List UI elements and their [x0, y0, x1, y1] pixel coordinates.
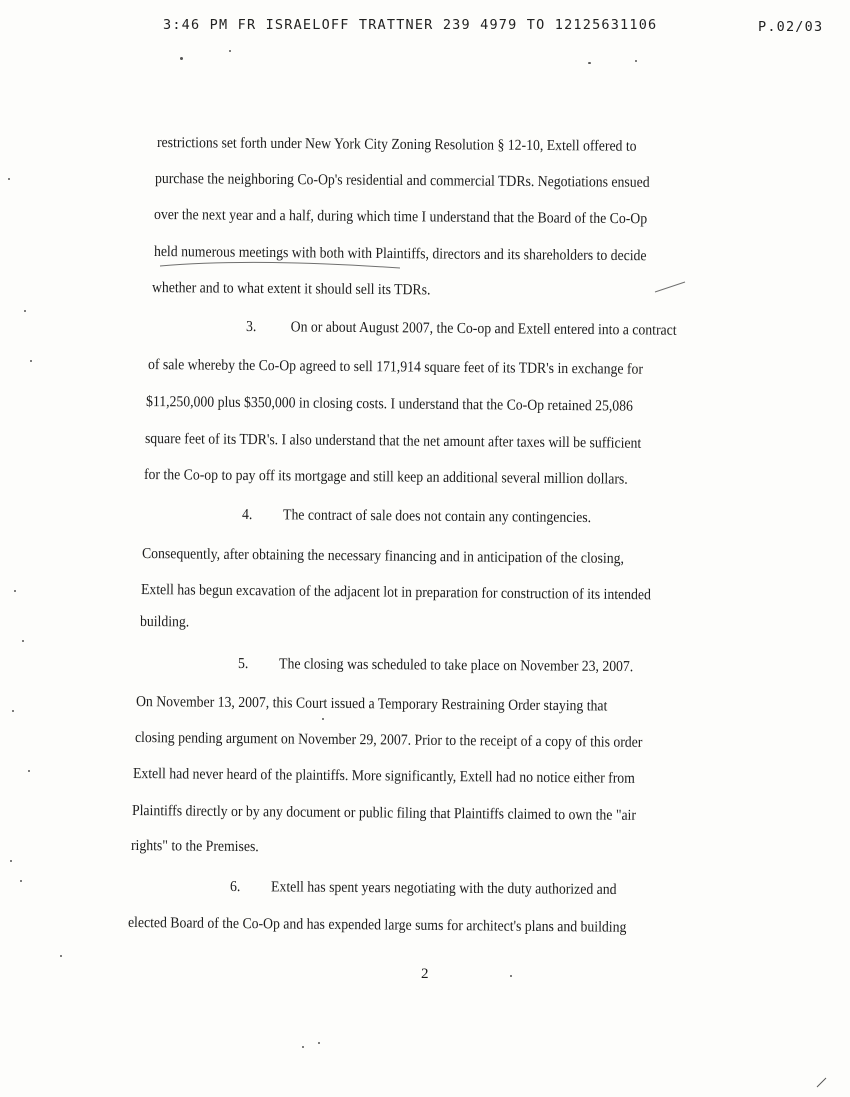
page-number: 2	[421, 966, 429, 982]
paragraph-first-line	[230, 878, 617, 899]
paragraph-number: 6.	[229, 878, 241, 896]
paragraph-first-line-text: The closing was scheduled to take place on November 23, 2007.	[279, 655, 634, 676]
body-line: elected Board of the Co-Op and has expended large sums for architect's plans and building	[127, 914, 627, 936]
paragraph-first-line-text: Extell has spent years negotiating with the duty authorized and	[271, 878, 617, 899]
paragraph-first-line	[246, 318, 677, 340]
body-line: rights" to the Premises.	[130, 837, 259, 856]
body-line: On November 13, 2007, this Court issued a Temporary Restraining Order staying that	[135, 693, 608, 715]
paragraph-number: 5.	[237, 655, 249, 673]
paragraph-first-line	[242, 506, 591, 527]
body-line: $11,250,000 plus $350,000 in closing costs. I understand that the Co-Op retained 25,086	[145, 393, 634, 415]
body-line: Extell has begun excavation of the adjacent lot in preparation for construction of its intended	[140, 581, 651, 604]
body-line: whether and to what extent it should sell its TDRs.	[151, 279, 431, 299]
paragraph-first-line-text: The contract of sale does not contain any contingencies.	[283, 506, 592, 527]
body-line: held numerous meetings with both with Plaintiffs, directors and its shareholders to decide	[153, 243, 647, 265]
body-line: square feet of its TDR's. I also understand that the net amount after taxes will be sufficient	[144, 430, 642, 452]
fax-header-sender-info: 3:46 PM FR ISRAELOFF TRATTNER 239 4979 TO 12125631106	[163, 17, 658, 33]
body-line: Consequently, after obtaining the necessary financing and in anticipation of the closing,	[141, 545, 625, 568]
handwritten-underline-mark	[150, 258, 710, 298]
body-line: of sale whereby the Co-Op agreed to sell 171,914 square feet of its TDR's in exchange for	[147, 356, 644, 378]
body-line: for the Co-op to pay off its mortgage and still keep an additional several million dollars.	[143, 466, 628, 488]
body-line: closing pending argument on November 29, 2007. Prior to the receipt of a copy of this order	[134, 729, 643, 751]
paragraph-first-line	[238, 655, 633, 676]
fax-header-page-count: P.02/03	[758, 19, 824, 35]
body-line: Extell had never heard of the plaintiffs. More significantly, Extell had no notice either from	[132, 765, 635, 787]
paragraph-first-line-text: On or about August 2007, the Co-op and Extell entered into a contract	[290, 318, 677, 339]
scan-stroke-mark	[815, 1075, 829, 1089]
fax-transmission-header	[0, 17, 850, 41]
body-line: Plaintiffs directly or by any document or public filing that Plaintiffs claimed to own the "air	[131, 802, 637, 824]
body-line: purchase the neighboring Co-Op's residential and commercial TDRs. Negotiations ensued	[154, 170, 650, 191]
body-line: building.	[139, 613, 190, 631]
paragraph-number: 3.	[245, 318, 257, 336]
paragraph-number: 4.	[241, 506, 253, 524]
body-line: restrictions set forth under New York City Zoning Resolution § 12-10, Extell offered to	[156, 134, 637, 155]
body-line: over the next year and a half, during which time I understand that the Board of the Co-Op	[153, 206, 648, 228]
